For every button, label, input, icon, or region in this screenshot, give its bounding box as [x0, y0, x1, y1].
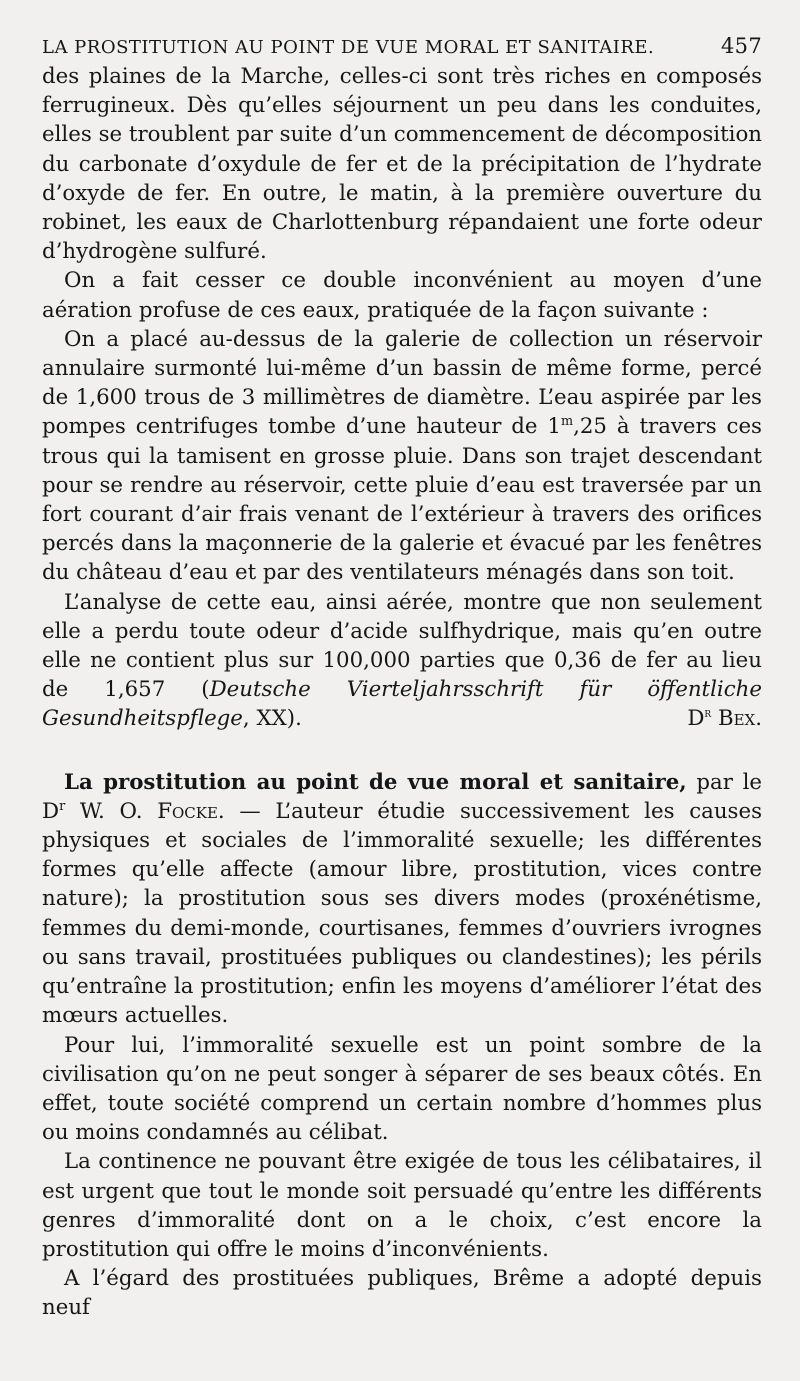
review-intro-text: — L’auteur étudie successivement les causes physiques et sociales de l’immoralité sexuelle; les différentes formes qu’elle affecte (amour libre, prostitution, vices contre nature); la prostitution sous ses divers modes (proxénétisme, femmes du demi-monde, courtisanes, femmes d’ouvriers ivrognes ou sans travail, prostituées publiques ou clandestines); les périls qu’entraîne la prostitution; enfin les moyens d’améliorer l’état des mœurs actuelles. [42, 798, 763, 1029]
signature [665, 704, 762, 733]
signature-name: Bex. [711, 706, 762, 732]
analysis-text-b: , XX). [242, 706, 302, 732]
running-title: LA PROSTITUTION AU POINT DE VUE MORAL ET SANITAIRE. [42, 37, 655, 58]
analysis-text-a: L’analyse de cette eau, ainsi aérée, montre que non seulement elle a perdu toute odeur d’acide sulfhydrique, mais qu’en outre elle ne contient plus sur 100,000 parties que 0,36 de fer au lieu de 1,657 ( [42, 589, 762, 703]
author-sup: r [59, 798, 66, 814]
body-text [42, 62, 762, 1323]
reservoir-text-b: ,25 à travers ces trous qui la tamisent en grosse pluie. Dans son trajet descendant pour se rendre au réservoir, cette pluie d’eau est traversée par un fort courant d’air frais venant de l’extérieur à travers des orifices percés dans la maçonnerie de la galerie et évacué par les fenêtres du château d’eau et par des ventilateurs ménagés dans son toit. [42, 414, 762, 586]
reservoir-text-a: On a placé au-dessus de la galerie de collection un réservoir annulaire surmonté lui-même d’un bassin de même forme, percé de 1,600 trous de 3 millimètres de diamètre. L’eau aspirée par les pompes centrifuges tombe d’une hauteur de 1 [42, 326, 762, 440]
source-citation: Deutsche Vierteljahrsschrift für öffentliche Gesundheitspflege [42, 677, 762, 732]
paragraph-continence: La continence ne pouvant être exigée de tous les célibataires, il est urgent que tout le monde soit persuadé qu’entre les différents genres d’immoralité dont on a le choix, c’est encore la prostitution qui offre le moins d’inconvénients. [42, 1149, 762, 1262]
review-intro-paragraph [42, 768, 762, 1031]
paragraph-continuation: des plaines de la Marche, celles-ci sont très riches en composés ferrugineux. Dès qu’elles séjournent un peu dans les conduites, elles se troublent par suite d’un commencement de décomposition du carbonate d’oxydule de fer et de la précipitation de l’hydrate d’oxyde de fer. En outre, le matin, à la première ouverture du robinet, les eaux de Charlottenburg répandaient une forte odeur d’hydrogène sulfuré. [42, 64, 762, 265]
paragraph-aeration: On a fait cesser ce double inconvénient au moyen d’une aération profuse de ces eaux, pratiquée de la façon suivante : [42, 268, 762, 323]
author-name: W. O. Focke. [65, 798, 225, 824]
article-title: La prostitution au point de vue moral et sanitaire, [64, 769, 687, 795]
running-header [42, 34, 762, 58]
unit-superscript: m [560, 414, 574, 430]
title-after: par le D [42, 769, 762, 824]
paragraph-analysis [42, 588, 762, 734]
signature-prefix: D [687, 706, 705, 732]
paragraph-civilisation: Pour lui, l’immoralité sexuelle est un point sombre de la civilisation qu’on ne peut songer à séparer de ses beaux côtés. En effet, toute société comprend un certain nombre d’hommes plus ou moins condamnés au célibat. [42, 1032, 762, 1146]
paragraph-breme: A l’égard des prostituées publiques, Brême a adopté depuis neuf [42, 1266, 762, 1321]
section-divider [42, 734, 762, 768]
signature-sup: r [704, 706, 712, 722]
page-number: 457 [721, 34, 762, 58]
paragraph-reservoir [42, 325, 762, 588]
